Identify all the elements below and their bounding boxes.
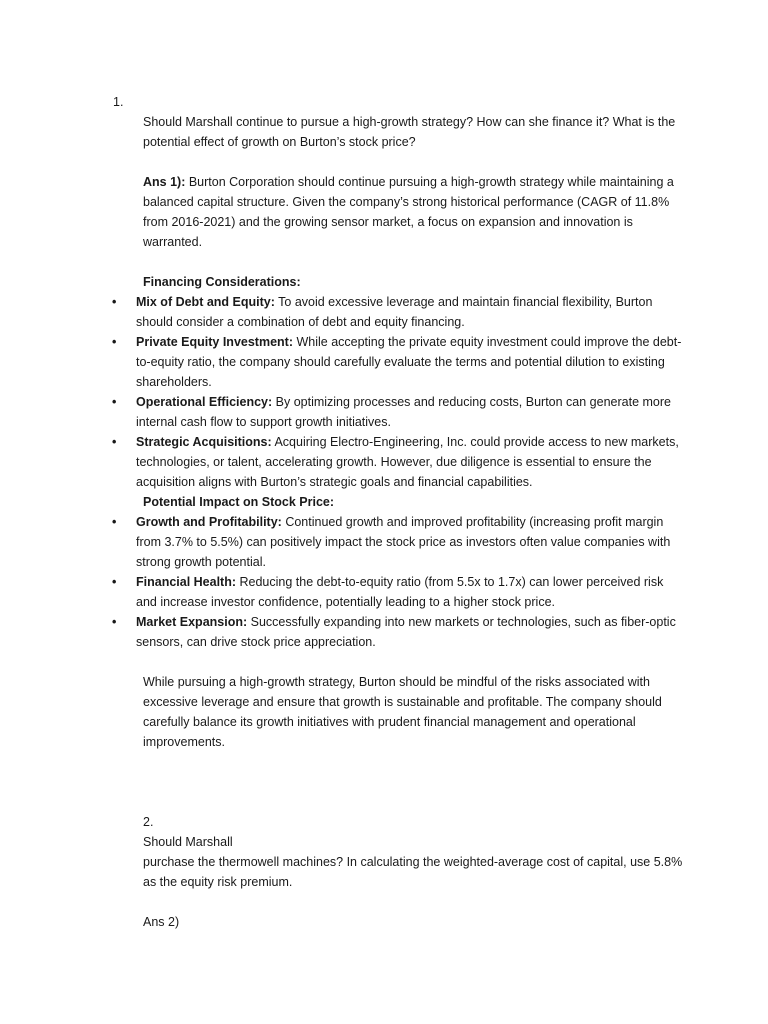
list-item (112, 292, 684, 332)
answer-2-label: Ans 2) (143, 915, 180, 929)
financing-list (112, 292, 684, 492)
list-item (112, 392, 684, 432)
item-label: Mix of Debt and Equity: (136, 295, 275, 309)
item-text: Reducing the debt-to-equity ratio (from 5.5x to 1.7x) can lower perceived risk and increase investor confidence, potentially leading to a higher stock price. (136, 575, 664, 609)
answer-1-label: Ans 1): (143, 175, 186, 189)
item-label: Private Equity Investment: (136, 335, 293, 349)
question-2-line-2: purchase the thermowell machines? In calculating the weighted-average cost of capital, use 5.8% as the equity risk premium. (143, 855, 683, 889)
list-item (112, 432, 684, 492)
item-text: To avoid excessive leverage and maintain financial flexibility, Burton should consider a combination of debt and equity financing. (136, 295, 653, 329)
list-item (112, 612, 684, 652)
bullet-icon: • (112, 395, 117, 409)
item-label: Strategic Acquisitions: (136, 435, 272, 449)
item-text: Acquiring Electro-Engineering, Inc. could provide access to new markets, technologies, or talent, accelerating growth. However, due diligence is essential to ensure the acquisition aligns with Burton’s strategic goals and financial capabilities. (136, 435, 679, 489)
list-item (112, 572, 684, 612)
item-label: Market Expansion: (136, 615, 248, 629)
answer-1-text: Burton Corporation should continue pursuing a high-growth strategy while maintaining a balanced capital structure. Given the company’s strong historical performance (CAGR of 11.8% from 2016-2021) and the growing sensor market, a focus on expansion and innovation is warranted. (143, 175, 674, 249)
stock-price-list (112, 512, 684, 652)
bullet-icon: • (112, 575, 117, 589)
closing-paragraph: While pursuing a high-growth strategy, Burton should be mindful of the risks associated with excessive leverage and ensure that growth is sustainable and profitable. The company should carefully balance its growth initiatives with prudent financial management and operational improvements. (143, 675, 662, 749)
bullet-icon: • (112, 615, 117, 629)
bullet-icon: • (112, 435, 117, 449)
list-item (112, 332, 684, 392)
question-1-text: Should Marshall continue to pursue a high-growth strategy? How can she finance it? What is the potential effect of growth on Burton’s stock price? (143, 115, 676, 149)
item-text: Successfully expanding into new markets or technologies, such as fiber-optic sensors, can drive stock price appreciation. (136, 615, 676, 649)
item-label: Financial Health: (136, 575, 237, 589)
bullet-icon: • (112, 335, 117, 349)
answer-1-paragraph (143, 172, 683, 252)
question-1-number: 1. (113, 95, 124, 109)
item-label: Growth and Profitability: (136, 515, 282, 529)
bullet-icon: • (112, 515, 117, 529)
item-text: By optimizing processes and reducing costs, Burton can generate more internal cash flow to support growth initiatives. (136, 395, 671, 429)
stock-price-heading: Potential Impact on Stock Price: (143, 495, 335, 509)
financing-heading: Financing Considerations: (143, 275, 301, 289)
item-text: While accepting the private equity investment could improve the debt-to-equity ratio, the company should carefully evaluate the terms and potential dilution to existing shareholders. (136, 335, 682, 389)
question-2-number: 2. (143, 815, 154, 829)
item-label: Operational Efficiency: (136, 395, 273, 409)
item-text: Continued growth and improved profitability (increasing profit margin from 3.7% to 5.5%) can positively impact the stock price as investors often value companies with strong growth potential. (136, 515, 671, 569)
list-item (112, 512, 684, 572)
question-2-line-1: Should Marshall (143, 835, 233, 849)
bullet-icon: • (112, 295, 117, 309)
